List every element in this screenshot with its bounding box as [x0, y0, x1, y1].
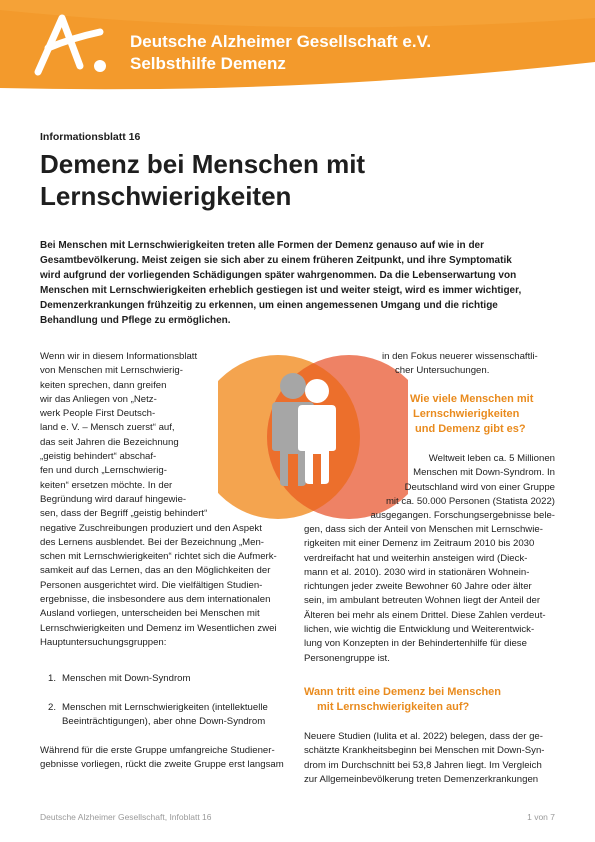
heading-line: mit Lernschwierigkeiten auf?: [317, 701, 470, 713]
list-item-line: Menschen mit Lernschwierigkeiten (intellektuelle: [62, 702, 268, 713]
footer-source: Deutsche Alzheimer Gesellschaft, Infoblatt 16: [40, 812, 212, 822]
body-line: des Lernens ausblendet. Bei der Bezeichnung „Men-: [40, 536, 264, 548]
body-line: lung von Konzepten in der Behindertenhilfe für diese: [304, 638, 527, 650]
body-line: gebnisse vorliegen, rückt die zweite Gruppe erst langsam: [40, 759, 284, 771]
left-column-closing: [40, 744, 284, 773]
body-line: in den Fokus neuerer wissenschaftli-: [382, 351, 538, 362]
body-line: negative Zuschreibungen produziert und den Aspekt: [40, 522, 262, 534]
body-line: keiten sprechen, dann greifen: [40, 379, 167, 391]
body-line: Personengruppe ist.: [304, 652, 390, 664]
body-line: Begründung wird darauf hingewie-: [40, 493, 187, 505]
body-line: Älteren bei mehr als einem Drittel. Diese Zahlen verdeut-: [304, 609, 546, 621]
intro-line: Gesamtbevölkerung. Meist zeigen sie sich aber zu einem früheren Zeitpunkt, und ihre Symptomatik: [40, 255, 512, 266]
page-number: 1 von 7: [527, 812, 555, 822]
page-title-line: Lernschwierigkeiten: [40, 181, 292, 211]
organization-name-line1: Deutsche Alzheimer Gesellschaft e.V.: [130, 32, 432, 51]
intro-paragraph: [40, 238, 560, 328]
organization-name: [130, 31, 431, 75]
body-line: „geistig behindert“ abschaf-: [40, 451, 157, 463]
body-line: fen und durch „Lernschwierig-: [40, 465, 167, 477]
section-heading-count: [410, 392, 533, 437]
right-column-top-text: [382, 350, 538, 379]
body-line: sen, dass der Begriff „geistig behindert“: [40, 508, 208, 520]
body-line: Lernschwierigkeiten und Demenz im Wesentlichen zwei: [40, 622, 277, 634]
intro-line: wird aufgrund der vorliegenden Schädigungen später wahrgenommen. Da die Lebenserwartung von: [40, 270, 517, 281]
body-line: Ausland vorliegen, unterscheiden bei Menschen mit: [40, 608, 260, 620]
body-line: samkeit auf das Lernen, das an den Möglichkeiten der: [40, 565, 271, 577]
list-number: 2.: [48, 702, 57, 713]
section-heading-onset: [304, 685, 501, 715]
body-line: Deutschland wird von einer Gruppe: [404, 481, 555, 493]
intro-line: Demenzerkrankungen frühzeitig zu erkennen, um einen angemessenen Umgang und die richtige: [40, 300, 498, 311]
body-line: Weltweit leben ca. 5 Millionen: [428, 453, 555, 464]
body-line: schätzte Krankheitsbeginn bei Menschen mit Down-Syn-: [304, 745, 545, 757]
body-line: mit ca. 50.000 Personen (Statista 2022): [385, 495, 555, 507]
body-line: richtungen jeder zweite Bewohner 60 Jahre oder älter: [304, 581, 532, 593]
body-line: das seit Jahren die Bezeichnung: [40, 436, 179, 448]
body-line: verdreifacht hat und weiterhin ansteigen wird (Dieck-: [304, 552, 528, 564]
body-line: Wenn wir in diesem Informationsblatt: [40, 351, 198, 362]
body-line: cher Untersuchungen.: [395, 365, 490, 377]
body-line: zur Allgemeinbevölkerung treten Demenzerkrankungen: [304, 773, 539, 785]
body-line: Neuere Studien (Iulita et al. 2022) belegen, dass der ge-: [304, 731, 543, 742]
right-column-text: [304, 523, 546, 666]
list-item-text: Menschen mit Down-Syndrom: [62, 673, 191, 684]
body-line: Personen ausgerichtet wird. Die vielfältigen Studien-: [40, 579, 263, 591]
body-line: ausgegangen. Forschungsergebnisse bele-: [370, 510, 555, 522]
body-line: Menschen mit Down-Syndrom. In: [413, 467, 555, 479]
list-item-text: [62, 701, 268, 730]
intro-line: Bei Menschen mit Lernschwierigkeiten treten alle Formen der Demenz genauso auf wie in der: [40, 240, 485, 251]
document-label: Informationsblatt 16: [40, 131, 141, 143]
right-column-wrap-text: [330, 452, 555, 523]
intro-line: Behandlung und Pflege zu ermöglichen.: [40, 315, 231, 326]
body-line: werk People First Deutsch-: [40, 408, 156, 420]
list-number: 1.: [48, 673, 57, 684]
body-line: rigkeiten mit einer Demenz im Zeitraum 2010 bis 2030: [304, 538, 535, 550]
heading-line: und Demenz gibt es?: [415, 423, 526, 435]
body-line: lichen, wie wichtig die Entwicklung und Weiterentwick-: [304, 624, 535, 636]
right-column-closing: [304, 730, 545, 787]
body-line: Hauptuntersuchungsgruppen:: [40, 636, 167, 648]
body-line: ergebnisse, die insbesondere aus dem internationalen: [40, 594, 271, 606]
header-banner: [0, 0, 595, 95]
organization-name-line2: Selbsthilfe Demenz: [130, 54, 286, 73]
left-column-text: [40, 350, 277, 650]
body-line: gen, dass sich der Anteil von Menschen mit Lernschwie-: [304, 524, 543, 535]
intro-line: Menschen mit Lernschwierigkeiten erheblich gestiegen ist und weiter steigt, wird es immer wichtiger,: [40, 285, 522, 296]
body-line: Während für die erste Gruppe umfangreiche Studiener-: [40, 745, 275, 756]
heading-line: Wann tritt eine Demenz bei Menschen: [304, 686, 502, 698]
heading-line: Lernschwierigkeiten: [413, 408, 520, 420]
group-list: [40, 672, 290, 732]
body-line: von Menschen mit Lernschwierig-: [40, 365, 183, 377]
body-line: land e. V. – Mensch zuerst“ auf,: [40, 422, 175, 434]
body-line: sein, im ambulant betreuten Wohnen liegt der Anteil der: [304, 595, 541, 607]
body-line: wir das Anliegen von „Netz-: [40, 393, 157, 405]
page-title-line: Demenz bei Menschen mit: [40, 149, 366, 179]
body-line: schen mit Lernschwierigkeiten“ richtet sich die Aufmerk-: [40, 551, 277, 563]
list-item-line: Beeinträchtigungen), aber ohne Down-Syndrom: [62, 716, 266, 728]
body-line: keiten“ ersetzen möchte. In der: [40, 479, 173, 491]
page-title: [40, 148, 560, 212]
heading-line: Wie viele Menschen mit: [410, 393, 534, 405]
body-line: drom im Durchschnitt bei 53,8 Jahren liegt. Im Vergleich: [304, 759, 542, 771]
body-line: mann et al. 2010). 2030 wird in stationären Wohnein-: [304, 566, 530, 578]
